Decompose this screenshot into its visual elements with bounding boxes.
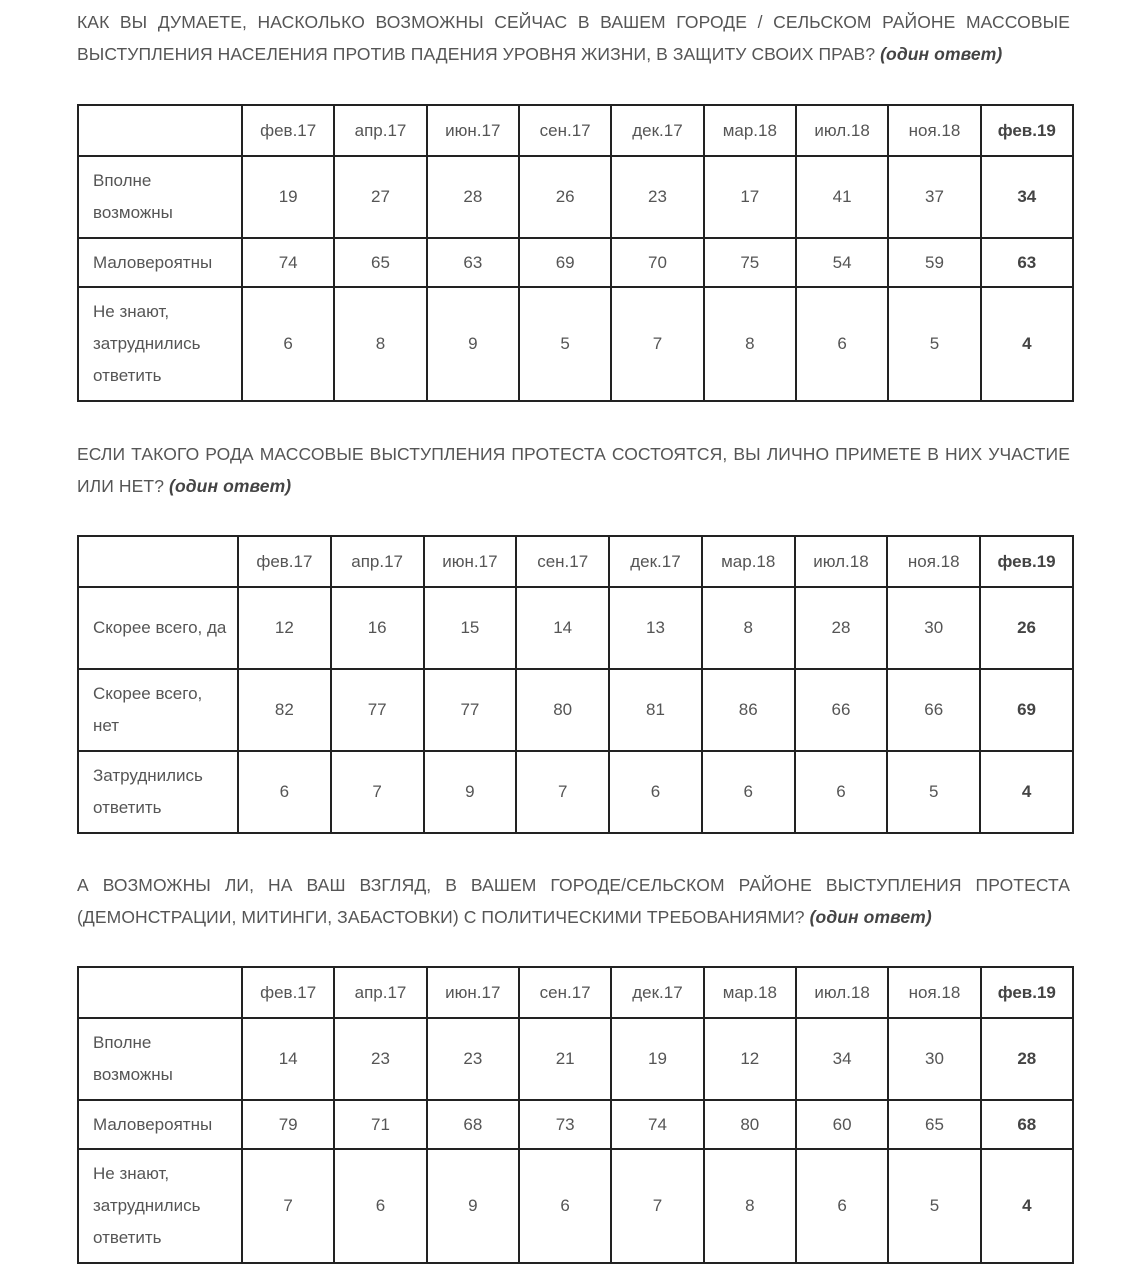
period-header: ноя.18 xyxy=(888,967,980,1018)
table-cell: 5 xyxy=(888,287,980,401)
table-cell: 17 xyxy=(704,156,796,238)
table-cell: 34 xyxy=(796,1018,888,1100)
table-cell: 5 xyxy=(888,1149,980,1263)
question-2-note: (один ответ) xyxy=(169,476,292,496)
table-cell: 70 xyxy=(611,238,703,287)
table-header-row xyxy=(78,105,1073,156)
table-cell: 77 xyxy=(331,669,424,751)
table-row xyxy=(78,156,1073,238)
table-cell: 74 xyxy=(242,238,334,287)
table-cell: 16 xyxy=(331,587,424,669)
table-cell: 63 xyxy=(427,238,519,287)
period-header: мар.18 xyxy=(704,967,796,1018)
period-header: июл.18 xyxy=(796,967,888,1018)
table-row xyxy=(78,1100,1073,1149)
period-header: дек.17 xyxy=(609,536,702,587)
period-header: мар.18 xyxy=(702,536,795,587)
table-cell-latest: 34 xyxy=(981,156,1073,238)
table-cell: 7 xyxy=(611,1149,703,1263)
row-label: Маловероятны xyxy=(78,238,242,287)
question-1-note: (один ответ) xyxy=(880,44,1003,64)
table-cell: 54 xyxy=(796,238,888,287)
table-cell: 5 xyxy=(887,751,980,833)
table-cell: 65 xyxy=(888,1100,980,1149)
table-cell-latest: 69 xyxy=(980,669,1073,751)
table-cell: 73 xyxy=(519,1100,611,1149)
table-cell: 75 xyxy=(704,238,796,287)
table-cell: 6 xyxy=(334,1149,426,1263)
table-cell: 28 xyxy=(427,156,519,238)
table-cell: 23 xyxy=(427,1018,519,1100)
table-row xyxy=(78,669,1073,751)
row-label: Не знают, затруднились ответить xyxy=(78,287,242,401)
table-cell: 66 xyxy=(795,669,888,751)
row-label: Скорее всего, нет xyxy=(78,669,238,751)
row-label: Скорее всего, да xyxy=(78,587,238,669)
table-cell: 14 xyxy=(516,587,609,669)
row-label: Вполне возможны xyxy=(78,156,242,238)
period-header: фев.17 xyxy=(242,105,334,156)
table-cell: 8 xyxy=(704,1149,796,1263)
table-cell: 6 xyxy=(796,287,888,401)
period-header: апр.17 xyxy=(334,105,426,156)
table-cell: 74 xyxy=(611,1100,703,1149)
table-cell: 66 xyxy=(887,669,980,751)
period-header: сен.17 xyxy=(516,536,609,587)
table-cell: 6 xyxy=(238,751,331,833)
period-header: июн.17 xyxy=(427,105,519,156)
table-header-row xyxy=(78,536,1073,587)
table-cell: 60 xyxy=(796,1100,888,1149)
table-cell: 69 xyxy=(519,238,611,287)
period-header: ноя.18 xyxy=(887,536,980,587)
table-cell-latest: 68 xyxy=(981,1100,1073,1149)
table-cell: 7 xyxy=(331,751,424,833)
table-cell: 19 xyxy=(242,156,334,238)
row-label: Вполне возможны xyxy=(78,1018,242,1100)
period-header: дек.17 xyxy=(611,967,703,1018)
question-1 xyxy=(77,6,1070,70)
table-cell: 9 xyxy=(427,1149,519,1263)
question-1-text: КАК ВЫ ДУМАЕТЕ, НАСКОЛЬКО ВОЗМОЖНЫ СЕЙЧАС В ВАШЕМ ГОРОДЕ / СЕЛЬСКОМ РАЙОНЕ МАССОВЫЕ ВЫСТУПЛЕНИЯ НАСЕЛЕНИЯ ПРОТИВ ПАДЕНИЯ УРОВНЯ ЖИЗНИ, В ЗАЩИТУ СВОИХ ПРАВ? xyxy=(77,12,1070,64)
table-cell-latest: 4 xyxy=(981,1149,1073,1263)
table-cell: 37 xyxy=(888,156,980,238)
period-header: фев.17 xyxy=(238,536,331,587)
table-cell: 7 xyxy=(516,751,609,833)
table-row xyxy=(78,1149,1073,1263)
table-cell: 6 xyxy=(519,1149,611,1263)
table-cell: 8 xyxy=(702,587,795,669)
table-cell: 86 xyxy=(702,669,795,751)
table-cell: 68 xyxy=(427,1100,519,1149)
table-cell: 12 xyxy=(704,1018,796,1100)
table-cell: 80 xyxy=(516,669,609,751)
survey-table-1 xyxy=(77,104,1074,402)
table-cell-latest: 4 xyxy=(980,751,1073,833)
period-header: ноя.18 xyxy=(888,105,980,156)
table-cell-latest: 28 xyxy=(981,1018,1073,1100)
table-cell: 59 xyxy=(888,238,980,287)
table-cell: 5 xyxy=(519,287,611,401)
period-header: фев.17 xyxy=(242,967,334,1018)
question-2-text: ЕСЛИ ТАКОГО РОДА МАССОВЫЕ ВЫСТУПЛЕНИЯ ПРОТЕСТА СОСТОЯТСЯ, ВЫ ЛИЧНО ПРИМЕТЕ В НИХ УЧАСТИЕ ИЛИ НЕТ? xyxy=(77,444,1070,496)
table-cell-latest: 63 xyxy=(981,238,1073,287)
table-cell: 23 xyxy=(611,156,703,238)
table-row xyxy=(78,587,1073,669)
table-cell: 71 xyxy=(334,1100,426,1149)
table-cell: 27 xyxy=(334,156,426,238)
table-cell: 82 xyxy=(238,669,331,751)
period-header-latest: фев.19 xyxy=(981,967,1073,1018)
table-cell-latest: 4 xyxy=(981,287,1073,401)
table-cell: 19 xyxy=(611,1018,703,1100)
table-cell: 12 xyxy=(238,587,331,669)
table-cell: 9 xyxy=(424,751,517,833)
table-cell: 80 xyxy=(704,1100,796,1149)
table-cell: 8 xyxy=(704,287,796,401)
table-cell: 6 xyxy=(796,1149,888,1263)
row-label: Маловероятны xyxy=(78,1100,242,1149)
table-cell: 15 xyxy=(424,587,517,669)
table-cell: 6 xyxy=(795,751,888,833)
table-cell: 28 xyxy=(795,587,888,669)
table-cell: 7 xyxy=(242,1149,334,1263)
table-cell: 8 xyxy=(334,287,426,401)
table-cell: 6 xyxy=(702,751,795,833)
survey-table-3 xyxy=(77,966,1074,1264)
table-cell: 65 xyxy=(334,238,426,287)
table-cell: 6 xyxy=(609,751,702,833)
table-cell: 79 xyxy=(242,1100,334,1149)
table-row xyxy=(78,287,1073,401)
question-2 xyxy=(77,438,1070,502)
table-cell: 23 xyxy=(334,1018,426,1100)
table-cell: 30 xyxy=(887,587,980,669)
header-empty-cell xyxy=(78,967,242,1018)
header-empty-cell xyxy=(78,105,242,156)
table-row xyxy=(78,238,1073,287)
table-cell: 7 xyxy=(611,287,703,401)
survey-table-2 xyxy=(77,535,1074,834)
period-header: апр.17 xyxy=(331,536,424,587)
header-empty-cell xyxy=(78,536,238,587)
table-cell: 26 xyxy=(519,156,611,238)
table-cell: 21 xyxy=(519,1018,611,1100)
table-cell: 41 xyxy=(796,156,888,238)
table-cell: 77 xyxy=(424,669,517,751)
table-row xyxy=(78,751,1073,833)
table-cell: 13 xyxy=(609,587,702,669)
table-cell: 30 xyxy=(888,1018,980,1100)
table-header-row xyxy=(78,967,1073,1018)
period-header-latest: фев.19 xyxy=(980,536,1073,587)
period-header: апр.17 xyxy=(334,967,426,1018)
period-header: июл.18 xyxy=(795,536,888,587)
period-header: сен.17 xyxy=(519,967,611,1018)
row-label: Затруднились ответить xyxy=(78,751,238,833)
table-cell: 6 xyxy=(242,287,334,401)
table-cell: 81 xyxy=(609,669,702,751)
period-header: дек.17 xyxy=(611,105,703,156)
question-3-note: (один ответ) xyxy=(809,907,932,927)
period-header: сен.17 xyxy=(519,105,611,156)
period-header-latest: фев.19 xyxy=(981,105,1073,156)
table-cell-latest: 26 xyxy=(980,587,1073,669)
period-header: июл.18 xyxy=(796,105,888,156)
table-row xyxy=(78,1018,1073,1100)
period-header: июн.17 xyxy=(427,967,519,1018)
table-cell: 9 xyxy=(427,287,519,401)
period-header: июн.17 xyxy=(424,536,517,587)
question-3-text: А ВОЗМОЖНЫ ЛИ, НА ВАШ ВЗГЛЯД, В ВАШЕМ ГОРОДЕ/СЕЛЬСКОМ РАЙОНЕ ВЫСТУПЛЕНИЯ ПРОТЕСТА (ДЕМОНСТРАЦИИ, МИТИНГИ, ЗАБАСТОВКИ) С ПОЛИТИЧЕСКИМИ ТРЕБОВАНИЯМИ? xyxy=(77,875,1070,927)
question-3 xyxy=(77,869,1070,933)
table-cell: 14 xyxy=(242,1018,334,1100)
period-header: мар.18 xyxy=(704,105,796,156)
row-label: Не знают, затруднились ответить xyxy=(78,1149,242,1263)
